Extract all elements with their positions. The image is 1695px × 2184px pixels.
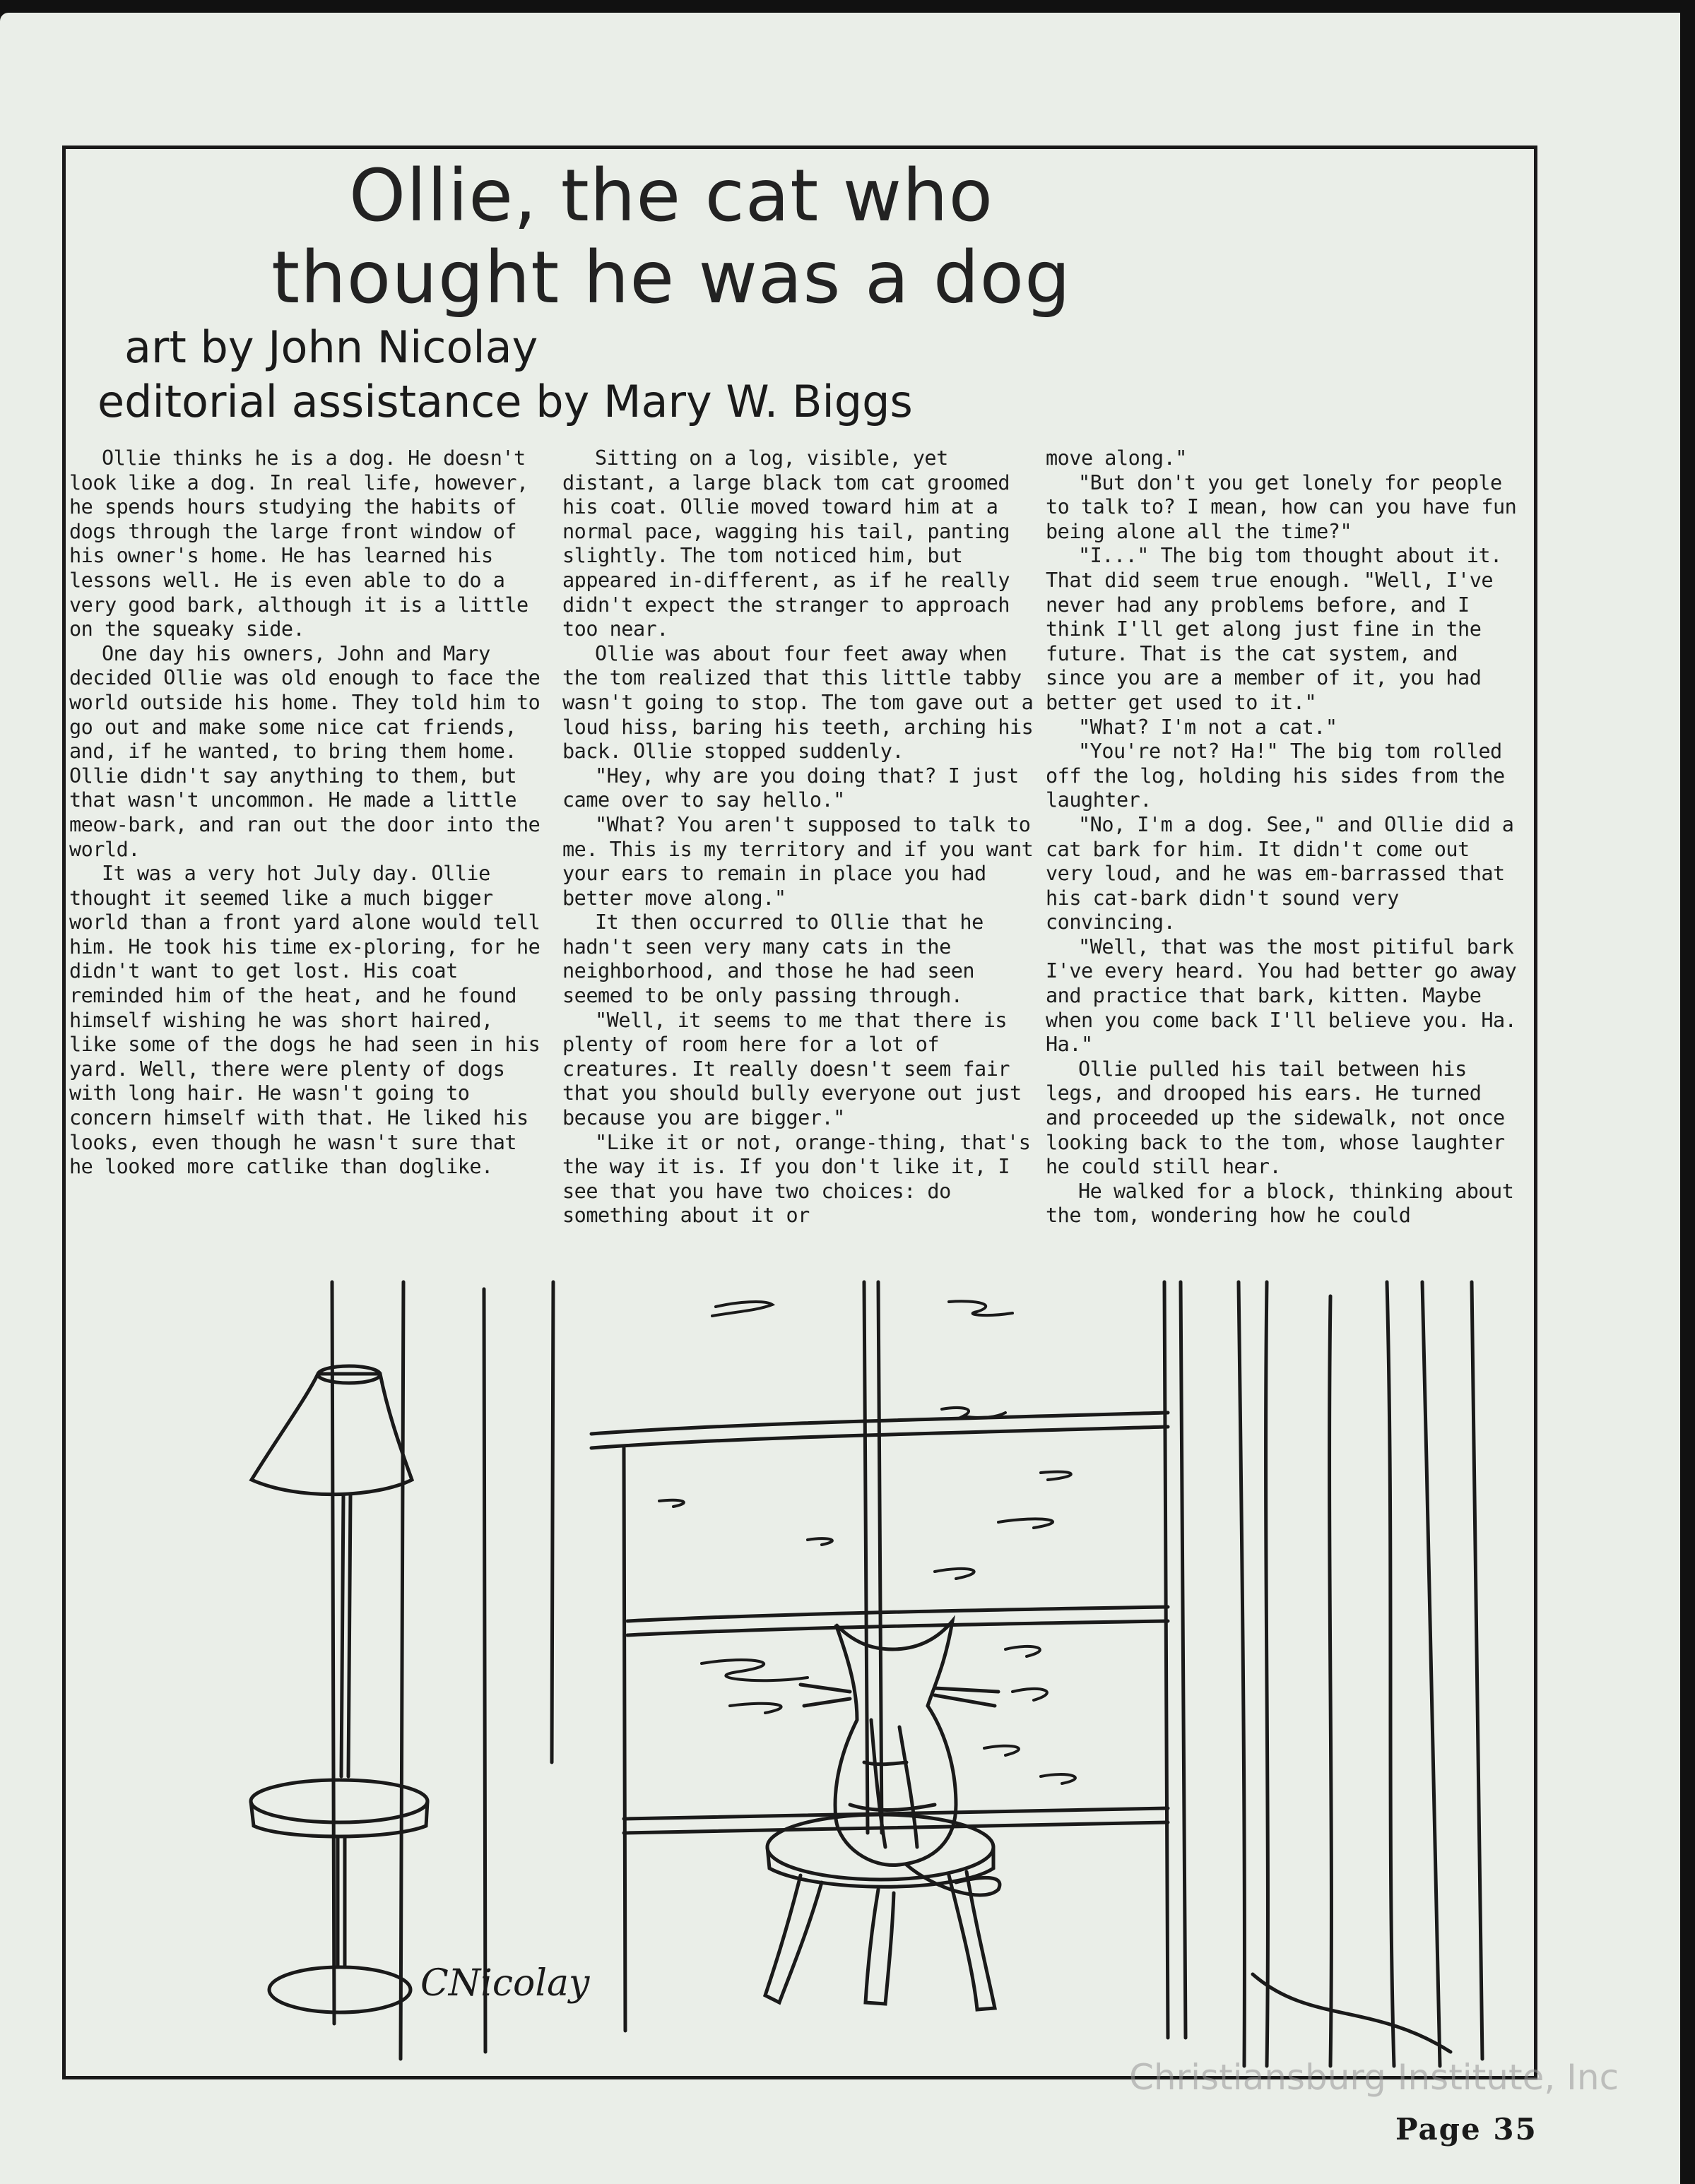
paragraph: It was a very hot July day. Ollie thought it seemed like a much bigger world than a front yard alone would tell him. He took his time ex-ploring, for he didn't want to get lost. His coat reminded him of the heat, and he found himself wishing he was short haired, like some of the dogs he had seen in his yard. Well, there were plenty of dogs with long hair. He wasn't going to concern himself with that. He liked his looks, even though he wasn't sure that he looked more catlike than doglike. bbox=[69, 862, 541, 1179]
paragraph: Ollie pulled his tail between his legs, and drooped his ears. He turned and proceeded up the sidewalk, not once looking back to the tom, whose laughter he could still hear. bbox=[1046, 1057, 1505, 1179]
window-icon bbox=[591, 1282, 1186, 2038]
paragraph: "I..." The big tom thought about it. That did seem true enough. "Well, I've never had any problems before, and I think I'll get along just fine in the future. That is the cat system, and since you are a member of it, you had better get used to it." bbox=[1046, 544, 1502, 714]
paragraph: "Hey, why are you doing that? I just came over to say hello." bbox=[562, 764, 1019, 812]
page-number: Page 35 bbox=[1395, 2112, 1537, 2147]
paragraph: "Like it or not, orange-thing, that's the way it is. If you don't like it, I see that you have two choices: do something about it or bbox=[562, 1130, 1031, 1228]
title-line-2: thought he was a dog bbox=[271, 236, 1071, 320]
column-2 bbox=[562, 446, 1043, 1228]
paragraph: "Well, that was the most pitiful bark I've every heard. You had better go away and practice that bark, kitten. Maybe when you come back I'll believe you. Ha. Ha." bbox=[1046, 934, 1517, 1057]
paragraph: move along." bbox=[1046, 446, 1187, 470]
cat-at-window-illustration bbox=[66, 1268, 1534, 2076]
paragraph: It then occurred to Ollie that he hadn't seen very many cats in the neighborhood, and those he had seen seemed to be only passing through. bbox=[562, 910, 984, 1008]
cat-icon bbox=[801, 1621, 1000, 1895]
column-3 bbox=[1046, 446, 1526, 1228]
artist-signature: CNicolay bbox=[420, 1962, 590, 2005]
curtain-lines bbox=[1239, 1282, 1482, 2066]
paragraph: "What? You aren't supposed to talk to me. This is my territory and if you want your ears to remain in place you had better move along." bbox=[562, 812, 1034, 910]
title-line-1: Ollie, the cat who bbox=[348, 154, 994, 238]
watermark: Christiansburg Institute, Inc bbox=[1129, 2057, 1619, 2098]
paragraph: He walked for a block, thinking about the tom, wondering how he could bbox=[1046, 1179, 1514, 1228]
paragraph: Sitting on a log, visible, yet distant, a large black tom cat groomed his coat. Ollie moved toward him at a normal pace, wagging his tail, panting slightly. The tom noticed him, but appeared in-different, as if he really didn't expect the stranger to approach too near. bbox=[562, 446, 1010, 641]
article-title bbox=[212, 155, 1130, 319]
paragraph: One day his owners, John and Mary decided Ollie was old enough to face the world outside his home. They told him to go out and make some nice cat friends, and, if he wanted, to bring them home. Ollie didn't say anything to them, but that wasn't uncommon. He made a little meow-bark, and ran out the door into the world. bbox=[69, 641, 541, 861]
editorial-credit: editorial assistance by Mary W. Biggs bbox=[98, 376, 913, 427]
wall-lines bbox=[332, 1282, 553, 2059]
paragraph: "No, I'm a dog. See," and Ollie did a cat bark for him. It didn't come out very loud, and he was em-barrassed that his cat-bark didn't sound very convincing. bbox=[1046, 812, 1514, 934]
paragraph: "Well, it seems to me that there is plenty of room here for a lot of creatures. It really doesn't seem fair that you should bully everyone out just because you are bigger." bbox=[562, 1008, 1022, 1130]
paragraph: Ollie thinks he is a dog. He doesn't look like a dog. In real life, however, he spends hours studying the habits of dogs through the large front window of his owner's home. He has learned his lessons well. He is even able to do a very good bark, although it is a little on the squeaky side. bbox=[69, 446, 528, 641]
art-credit: art by John Nicolay bbox=[124, 321, 538, 373]
paragraph: Ollie was about four feet away when the tom realized that this little tabby wasn't going to stop. The tom gave out a loud hiss, baring his teeth, arching his back. Ollie stopped suddenly. bbox=[562, 641, 1034, 764]
paragraph: "You're not? Ha!" The big tom rolled off the log, holding his sides from the laughter. bbox=[1046, 740, 1505, 812]
paragraph: "But don't you get lonely for people to talk to? I mean, how can you have fun being alone all the time?" bbox=[1046, 470, 1517, 543]
paragraph: "What? I'm not a cat." bbox=[1078, 715, 1337, 739]
column-1 bbox=[69, 446, 550, 1180]
stool-icon bbox=[765, 1815, 995, 2010]
